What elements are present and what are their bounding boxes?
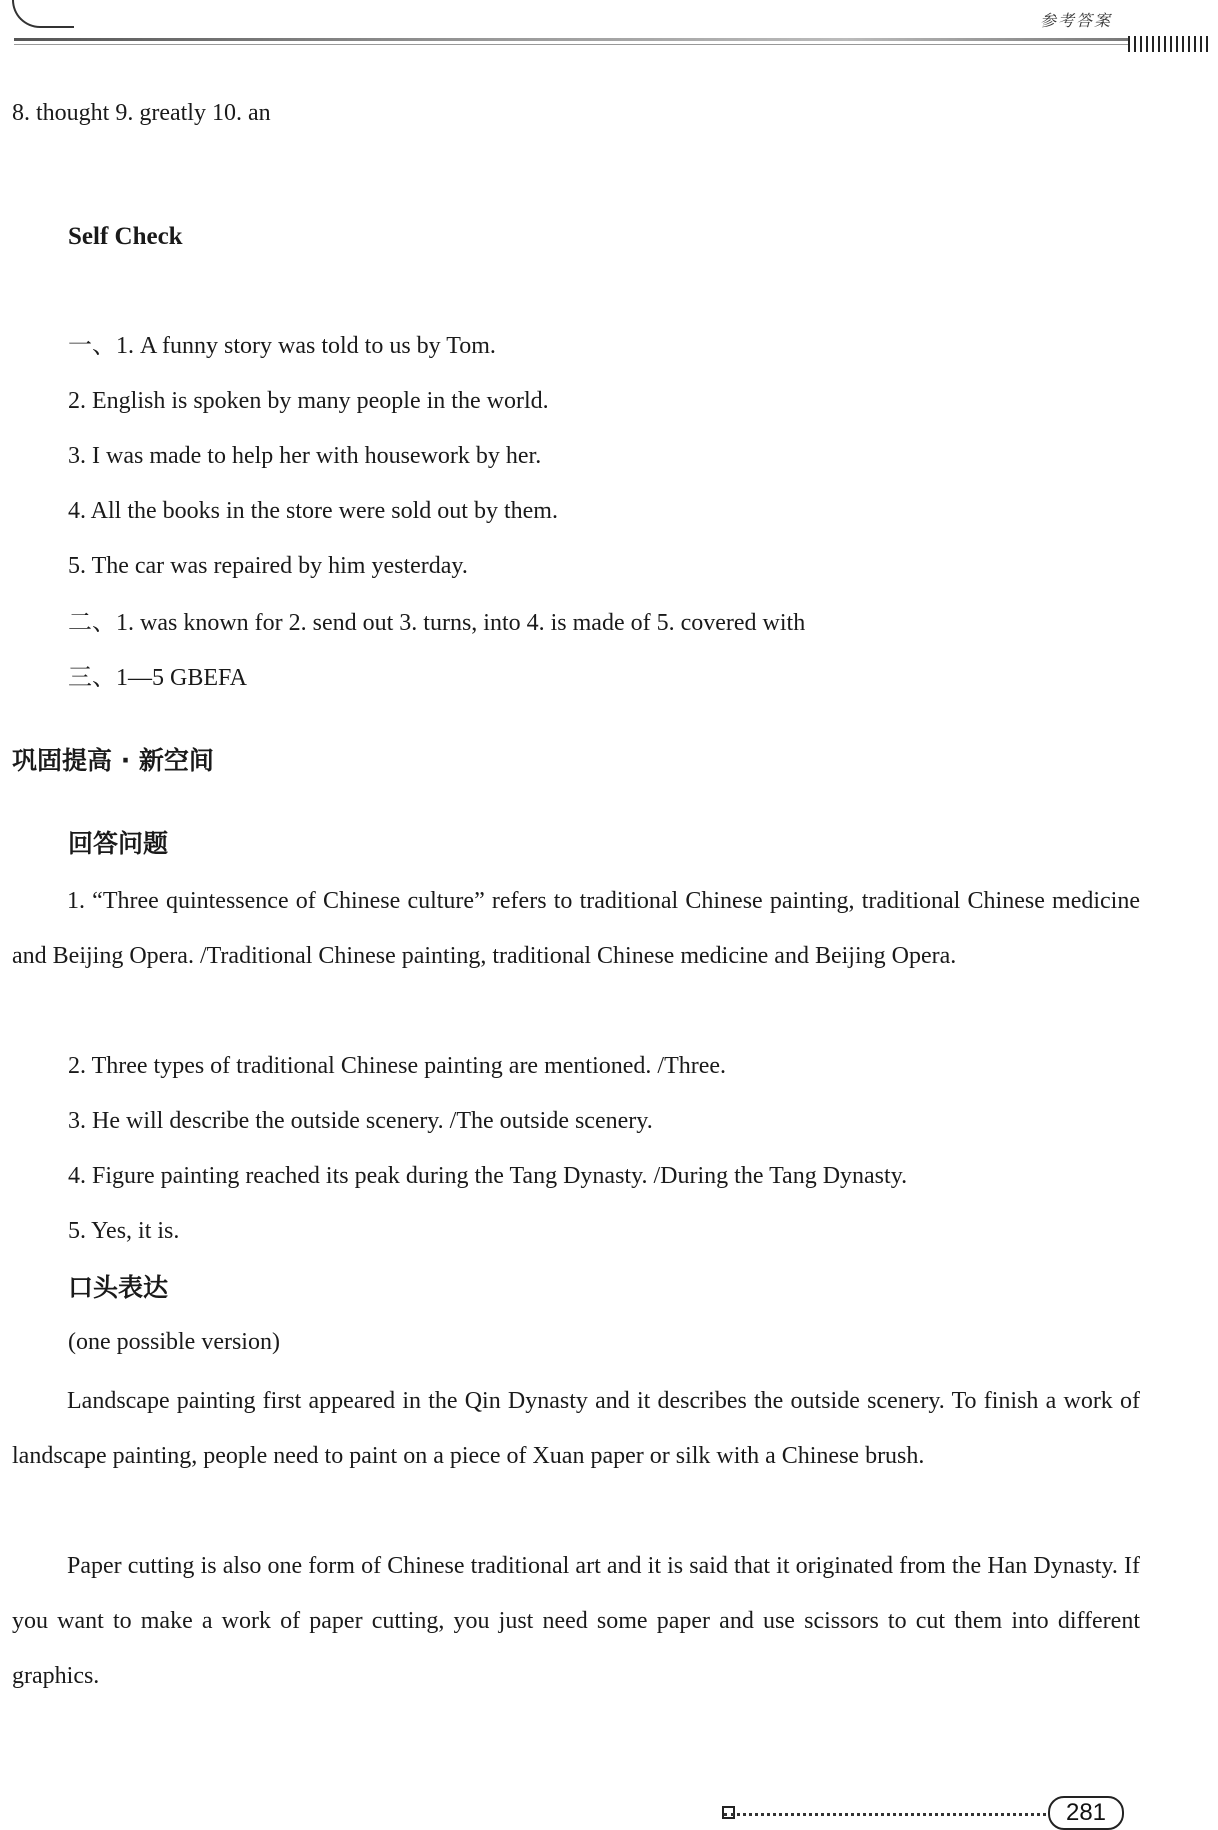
qa-item-5: 5. Yes, it is. <box>68 1218 180 1244</box>
oral-title: 口头表达 <box>68 1273 169 1302</box>
page-number: 281 <box>1048 1796 1124 1830</box>
header-rule-thin <box>14 44 1204 45</box>
self-check-title: Self Check <box>68 223 183 250</box>
self-check-s1-item-3: 3. I was made to help her with housework by her. <box>68 443 542 469</box>
qa-item-2: 2. Three types of traditional Chinese painting are mentioned. /Three. <box>68 1053 727 1079</box>
qa-item-3: 3. He will describe the outside scenery. /The outside scenery. <box>68 1108 653 1134</box>
self-check-s1-item-2: 2. English is spoken by many people in the world. <box>68 388 549 414</box>
self-check-s1-item-1: 一、1. A funny story was told to us by Tom. <box>68 333 496 359</box>
self-check-s1-item-5: 5. The car was repaired by him yesterday. <box>68 553 468 579</box>
header-rule <box>14 38 1204 41</box>
self-check-section-3: 三、1—5 GBEFA <box>68 665 247 691</box>
qa-item-4: 4. Figure painting reached its peak during the Tang Dynasty. /During the Tang Dynasty. <box>68 1163 908 1189</box>
qa-item-1: 1. “Three quintessence of Chinese culture” refers to traditional Chinese painting, traditional Chinese medicine and Beijing Opera. /Traditional Chinese painting, traditional Chinese medicine and Beijing Opera. <box>12 888 1140 969</box>
header-bars-ornament <box>1128 36 1208 52</box>
page-header <box>0 0 1218 52</box>
oral-paragraph-1: Landscape painting first appeared in the Qin Dynasty and it describes the outside scenery. To finish a work of landscape painting, people need to paint on a piece of Xuan paper or silk with a Chinese brush. <box>12 1388 1140 1469</box>
header-swirl-ornament <box>12 0 74 28</box>
qa-title: 回答问题 <box>68 829 169 858</box>
oral-note: (one possible version) <box>68 1329 280 1355</box>
header-label: 参考答案 <box>1040 13 1113 30</box>
footer-dotted-leader <box>724 1813 1046 1816</box>
answer-line-8-10: 8. thought 9. greatly 10. an <box>12 100 271 126</box>
oral-paragraph-2: Paper cutting is also one form of Chinese traditional art and it is said that it originated from the Han Dynasty. If you want to make a work of paper cutting, you just need some paper and use scissors to cut them into different graphics. <box>12 1553 1140 1689</box>
consolidation-title: 巩固提高 · 新空间 <box>12 746 214 775</box>
self-check-s1-item-4: 4. All the books in the store were sold out by them. <box>68 498 558 524</box>
self-check-section-2: 二、1. was known for 2. send out 3. turns, into 4. is made of 5. covered with <box>68 610 806 636</box>
